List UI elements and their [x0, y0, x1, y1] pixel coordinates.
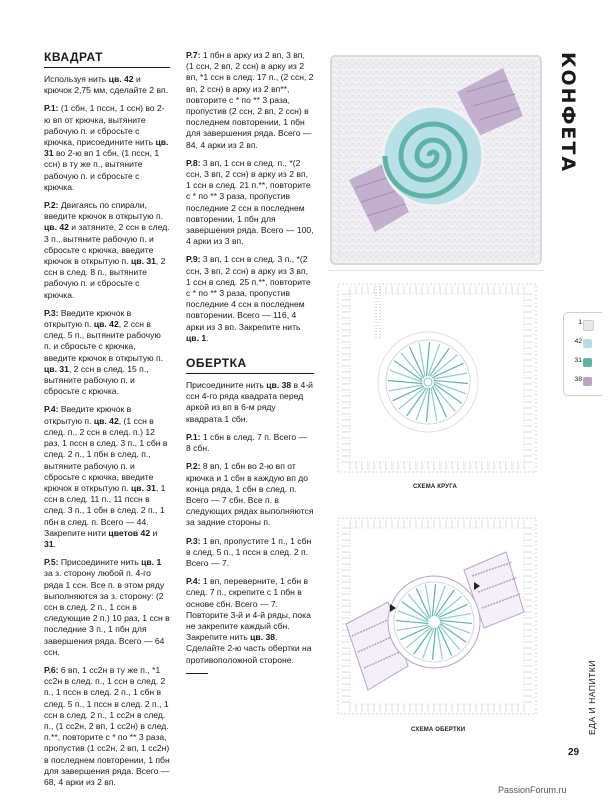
page-number: 29 [568, 747, 580, 758]
legend-item: 42 [574, 338, 582, 345]
wrapper-heading: ОБЕРТКА [186, 356, 314, 374]
middle-column [186, 50, 314, 674]
square-row-6: Р.6: 6 вп, 1 сс2н в ту же п., *1 сс2н в след. п., 1 ссн в след. 2 п., 1 пссн в след. 2 п., 1 сбн в след. 5 п., 1 пссн в след. 2 п., 1 ссн в след. 2 п., 1 сс2н в след. п., (1 сс2н, 2 вп, 1 сс2н) в след. п.**, повторите с * по ** 3 раза, пропустив (1 сс2н, 2 вп, 1 сс2н) в последнем повторении, 1 пбн для завершения ряда. Всего — 68, 4 арки из 2 вп. [44, 664, 170, 787]
wrapper-diagram-caption: СХЕМА ОБЕРТКИ [411, 727, 466, 733]
left-column [44, 50, 170, 795]
candy-square-photo [327, 52, 545, 268]
wrapper-row-4: Р.4: 1 вп, переверните, 1 сбн в след. 7 п., скрепите с 1 пбн в основе сбн. Всего — 7. Повторите 3-й и 4-й ряды, пока не закрепите каждый сбн. Закрепите нить цв. 38. Сделайте 2-ю часть обертки на противоположной стороне. [186, 576, 312, 665]
legend-item: 1 [578, 319, 582, 326]
wrapper-diagram [328, 512, 546, 720]
circle-diagram-caption: СХЕМА КРУГА [413, 484, 457, 490]
page-title: КОНФЕТА [557, 52, 579, 174]
square-row-8: Р.8: 3 вп, 1 ссн в след. п., *(2 ссн, 3 вп, 2 ссн) в арку из 2 вп, 1 ссн в след. 21 п.**, повторите с * по ** 3 раза, пропустив последние 2 ссн в последнем повторении, 1 пбн для завершения ряда. Всего — 100, 4 арки из 3 вп. [186, 157, 314, 247]
square-row-3: Р.3: Введите крючок в открытую п. цв. 42, 2 ссн в след. 5 п., вытяните рабочую п. и сбросьте с крючка, введите крючок в открытую п. цв. 31, 2 ссн в след. 15 п., вытяните рабочую п. и сбросьте с крючка. [44, 307, 164, 397]
legend-swatch [583, 358, 592, 367]
square-row-7: Р.7: 1 пбн в арку из 2 вп, 3 вп, (1 ссн, 2 вп, 2 ссн) в арку из 2 вп, *1 ссн в след. 17 п., (2 ссн, 2 вп, 2 ссн) в арку из 2 вп**, повторите с * по ** 3 раза, пропустив (2 ссн, 2 вп, 2 ссн) в последнем повторении, 1 пбн для завершения ряда. Всего — 84, 4 арки из 2 вп. [186, 50, 314, 150]
photo-divider [327, 270, 545, 271]
color-legend [563, 312, 602, 396]
square-row-5: Р.5: Присоедините нить цв. 1 за з. сторону любой п. 4-го ряда 1 ссн. Все п. в этом ряду выполняются за з. сторону: (2 ссн в след. 2 п., 1 ссн в следующие 2 п.) 10 раз, 1 ссн в последние 3 п., 1 пбн для завершения ряда. Всего — 64 ссн. [44, 557, 170, 657]
wrapper-row-3: Р.3: 1 вп, пропустите 1 п., 1 сбн в след. 5 п., 1 пссн в след. 2 п. Всего — 7. [186, 535, 312, 568]
square-row-1: Р.1: (1 сбн, 1 пссн, 1 ссн) во 2-ю вп от крючка, вытяните рабочую п. и сбросьте с крючка, присоедините нить цв. 31 во 2-ю вп 1 сбн, (1 пссн, 1 ссн) в ту же п., вытяните рабочую п. и сбросьте с крючка. [44, 103, 169, 192]
section-label: ЕДА И НАПИТКИ [587, 660, 597, 735]
square-row-2: Р.2: Двигаясь по спирали, введите крючок в открытую п. цв. 42 и затяните, 2 ссн в след. 3 п., вытяните рабочую п. и сбросьте с крючка, введите крючок в открытую п. цв. 31, 2 ссн в след. 8 п., вытяните рабочую п. и сбросьте с крючка. [44, 200, 170, 300]
square-row-9: Р.9: 3 вп, 1 ссн в след. 3 п., *(2 ссн, 3 вп, 2 ссн) в арку из 3 вп, 1 ссн в след. 25 п.**, повторите с * по ** 3 раза, пропустив последние 4 ссн в последнем повторении. Всего — 116, 4 арки из 3 вп. Закрепите нить цв. 1. [186, 254, 311, 343]
end-rule [186, 673, 208, 674]
legend-swatch [583, 320, 594, 331]
watermark: PassionForum.ru [498, 785, 567, 795]
square-heading: КВАДРАТ [44, 50, 170, 68]
legend-swatch [583, 377, 592, 386]
circle-diagram [328, 278, 546, 478]
wrapper-row-2: Р.2: 8 вп, 1 сбн во 2-ю вп от крючка и 1 сбн в каждую вп до конца ряда, 1 сбн в след. п. Всего — 7 сбн. Все п. в следующих рядах выполняются за задние стороны п. [186, 461, 314, 528]
legend-item: 31 [574, 357, 582, 364]
square-intro: Используя нить цв. 42 и крючок 2,75 мм, сделайте 2 вп. [44, 74, 169, 96]
wrapper-row-1: Р.1: 1 сбн в след. 7 п. Всего — 8 сбн. [186, 431, 308, 454]
wrapper-intro: Присоедините нить цв. 38 в 4-й ссн 4-го ряда квадрата перед аркой из вп в 6-м ряду квадрата 1 сбн. [186, 380, 313, 424]
legend-swatch [583, 339, 592, 348]
legend-item: 38 [574, 376, 582, 383]
square-row-4: Р.4: Введите крючок в открытую п. цв. 42, (1 ссн в след. п., 2 ссн в след. п.) 12 раз, 1 пссн в след. 3 п., 1 сбн в след. 2 п., 1 пбн в след. п., вытяните рабочую п. и сбросьте с крючка, введите крючок в открытую п. цв. 31, 1 ссн в след. 11 п., 11 пссн в след. 3 п., 1 сбн в след. 2 п., 1 пбн в след. п. Всего — 44. Закрепите нити цветов 42 и 31. [44, 404, 168, 549]
